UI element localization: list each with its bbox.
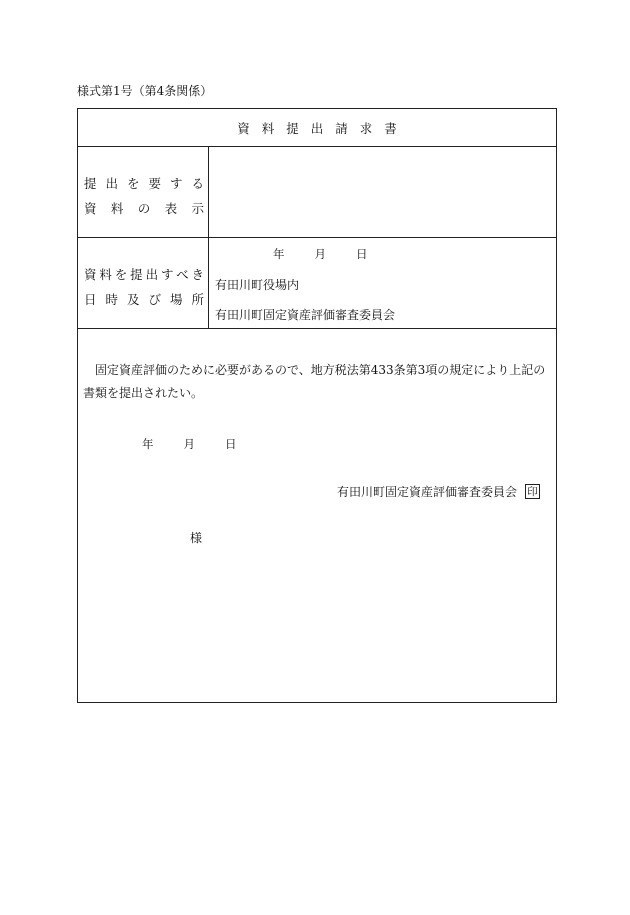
submission-date [273,246,368,262]
submission-value-cell [209,238,556,328]
submission-date-year: 年 [273,247,285,261]
materials-label-line1: 提出を要する [84,176,204,191]
issue-date-month: 月 [183,437,195,451]
issue-date [142,436,237,452]
form-number: 様式第1号（第4条関係） [77,84,213,98]
submission-date-day: 日 [356,247,368,261]
materials-row [78,147,556,238]
issue-date-year: 年 [142,437,154,451]
submission-date-month: 月 [314,247,326,261]
seal-mark: 印 [525,484,540,499]
submission-row [78,238,556,329]
issuer [337,483,540,500]
materials-value-cell [209,147,556,237]
submission-label-line1: 資料を提出すべき [84,267,204,282]
addressee: 様 [190,531,203,545]
request-body-text: 固定資産評価のために必要があるので、地方税法第433条第3項の規定により上記の書類を提出されたい。 [83,363,546,400]
issuer-name: 有田川町固定資産評価審査委員会 [336,485,517,499]
materials-label-cell [78,147,209,237]
form-title: 資料提出請求書 [78,109,556,147]
request-form [77,108,557,703]
issue-date-day: 日 [225,437,237,451]
submission-label-cell [78,238,209,328]
materials-label-line2: 資料の表示 [84,201,204,216]
submission-place-line2: 有田川町固定資産評価審査委員会 [215,308,396,322]
submission-label-line2: 日時及び場所 [84,292,204,307]
submission-place-line1: 有田川町役場内 [215,278,300,292]
